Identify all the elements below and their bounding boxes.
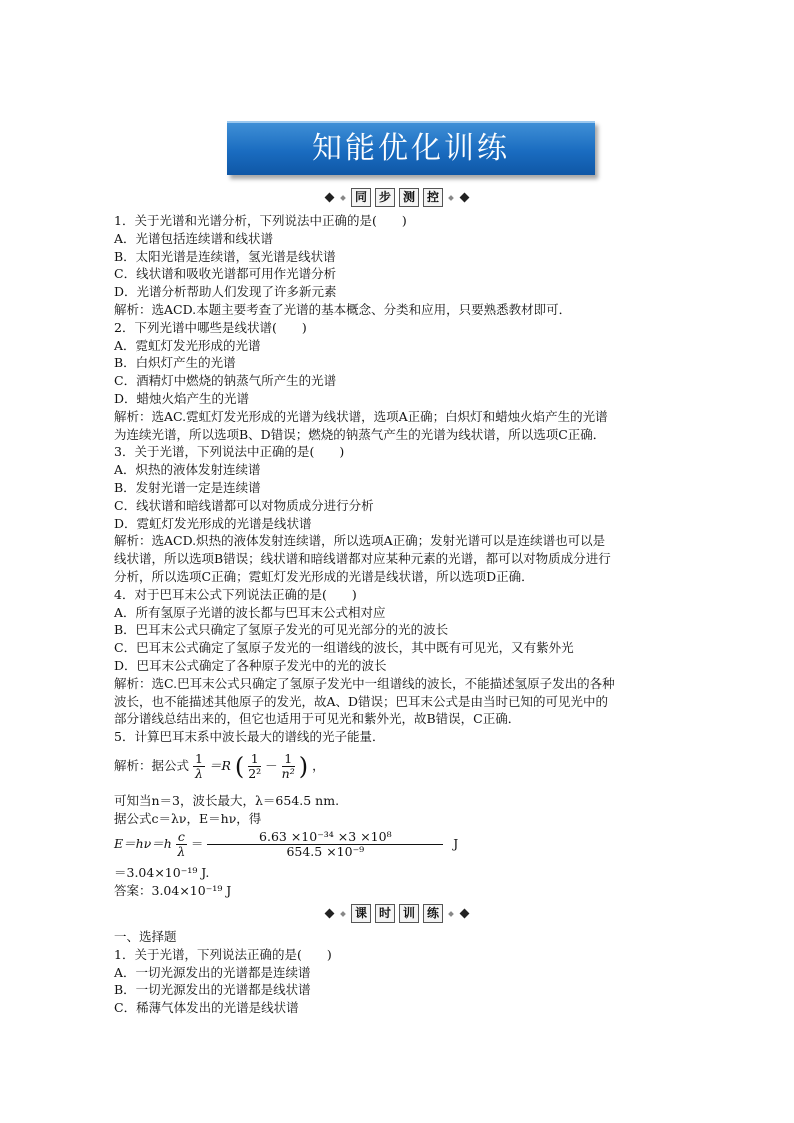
text-line: 4．对于巴耳末公式下列说法正确的是( ) xyxy=(114,586,357,602)
formula-eq: ＝ xyxy=(190,836,204,851)
formula-prefix: 解析：据公式 xyxy=(114,758,190,773)
formula-minus: － xyxy=(265,758,278,773)
text-line: 可知当n＝3，波长最大，λ＝654.5 nm. xyxy=(114,793,340,808)
formula-balmer: 解析：据公式 $\frac{1}{\lambda}$ ＝R ( $\frac{1}{\text{2²}}$ － $\frac{1}{\text{n²}}$ ) ， xyxy=(114,751,325,781)
text-line: 3．关于光谱，下列说法中正确的是( ) xyxy=(114,444,345,460)
question-block-2 xyxy=(114,928,694,1017)
text-line: 为连续光谱，所以选项B、D错误；燃烧的钠蒸气产生的光谱为线状谱，所以选项C正确． xyxy=(114,426,606,442)
question-block-1 xyxy=(114,212,694,746)
section-char: 时 xyxy=(375,904,395,923)
text-line: C．线状谱和吸收光谱都可用作光谱分析 xyxy=(114,266,337,282)
text-line: A．一切光源发出的光谱都是连续谱 xyxy=(114,964,311,980)
text-line: 线状谱，所以选项B错误；线状谱和暗线谱都对应某种元素的光谱，都可以对物质成分进行 xyxy=(114,551,611,567)
section-char: 同 xyxy=(351,188,371,207)
fraction xyxy=(193,752,205,781)
fraction xyxy=(207,830,443,859)
text-line: B．巴耳末公式只确定了氢原子发光的可见光部分的光的波长 xyxy=(114,622,449,638)
section-char: 步 xyxy=(375,188,395,207)
diamond-icon xyxy=(460,193,470,203)
text-line: 解析：选ACD.炽热的液体发射连续谱，所以选项A正确；发射光谱可以是连续谱也可以是 xyxy=(114,533,606,549)
text-line: A．光谱包括连续谱和线状谱 xyxy=(114,230,274,246)
fraction xyxy=(248,752,261,781)
text-line: B．白炽灯产生的光谱 xyxy=(114,355,236,371)
diamond-icon xyxy=(340,911,346,917)
text-line: C．酒精灯中燃烧的钠蒸气所产生的光谱 xyxy=(114,373,337,389)
denominator: 2² xyxy=(248,766,262,781)
text-line: ＝3.04×10⁻¹⁹ J. xyxy=(114,865,210,880)
text-line: C．巴耳末公式确定了氢原子发光的一组谱线的波长，其中既有可见光，又有紫外光 xyxy=(114,640,574,656)
section-char: 控 xyxy=(423,188,443,207)
text-line: 部分谱线总结出来的，但它也适用于可见光和紫外光，故B错误，C正确． xyxy=(114,711,521,727)
denominator: λ xyxy=(195,766,203,781)
text-line: A．所有氢原子光谱的波长都与巴耳末公式相对应 xyxy=(114,604,386,620)
section-char: 练 xyxy=(423,904,443,923)
formula-lhs: E＝hν＝h xyxy=(114,836,172,851)
text-line: D．蜡烛火焰产生的光谱 xyxy=(114,390,250,406)
diamond-icon xyxy=(448,195,454,201)
formula-unit: J xyxy=(453,836,459,851)
derivation-lines xyxy=(114,792,694,828)
text-line: C．线状谱和暗线谱都可以对物质成分进行分析 xyxy=(114,497,374,513)
formula-suffix: ， xyxy=(312,758,325,773)
text-line: D．巴耳末公式确定了各种原子发光中的光的波长 xyxy=(114,657,387,673)
text-line: 据公式c＝λν，E＝hν，得 xyxy=(114,810,262,826)
text-line: D．霓虹灯发光形成的光谱是线状谱 xyxy=(114,515,312,531)
text-line: 1．关于光谱，下列说法正确的是( ) xyxy=(114,946,332,962)
text-line: B．太阳光谱是连续谱，氢光谱是线状谱 xyxy=(114,248,336,264)
section-char: 测 xyxy=(399,188,419,207)
text-line: 波长，也不能描述其他原子的发光，故A、D错误；巴耳末公式是由当时已知的可见光中的 xyxy=(114,693,609,709)
diamond-icon xyxy=(325,909,335,919)
section-char: 训 xyxy=(399,904,419,923)
denominator: 654.5 ×10⁻⁹ xyxy=(286,844,365,859)
text-line: 一、选择题 xyxy=(114,929,177,944)
text-line: 5．计算巴耳末系中波长最大的谱线的光子能量． xyxy=(114,729,385,745)
numerator: 1 xyxy=(248,752,261,767)
diamond-icon xyxy=(340,195,346,201)
formula-eq: ＝R xyxy=(208,758,231,773)
result-lines xyxy=(114,864,694,900)
text-line: B．发射光谱一定是连续谱 xyxy=(114,479,261,495)
denominator: λ xyxy=(177,844,186,859)
text-line: B．一切光源发出的光谱都是线状谱 xyxy=(114,982,311,998)
text-line: A．炽热的液体发射连续谱 xyxy=(114,462,261,478)
numerator: 1 xyxy=(282,752,295,767)
section-header-sync xyxy=(0,188,794,208)
text-line: A．霓虹灯发光形成的光谱 xyxy=(114,337,261,353)
diamond-icon xyxy=(325,193,335,203)
text-line: D．光谱分析帮助人们发现了许多新元素 xyxy=(114,284,337,300)
text-line: 2．下列光谱中哪些是线状谱( ) xyxy=(114,319,307,335)
answer-line: 答案：3.04×10⁻¹⁹ J xyxy=(114,882,232,898)
text-line: 分析，所以选项C正确；霓虹灯发光形成的光谱是线状谱，所以选项D正确． xyxy=(114,568,534,584)
diamond-icon xyxy=(448,911,454,917)
formula-energy xyxy=(114,830,458,859)
numerator: 1 xyxy=(195,751,203,766)
fraction xyxy=(176,830,187,859)
numerator: c xyxy=(177,829,185,844)
title-banner: 知能优化训练 xyxy=(227,121,595,175)
diamond-icon xyxy=(460,909,470,919)
text-line: 解析：选C.巴耳末公式只确定了氢原子发光中一组谱线的波长，不能描述氢原子发出的各种 xyxy=(114,675,615,691)
text-line: 解析：选AC.霓虹灯发光形成的光谱为线状谱，选项A正确；白炽灯和蜡烛火焰产生的光谱 xyxy=(114,408,608,424)
section-header-lesson xyxy=(0,904,794,924)
numerator: 6.63 ×10⁻³⁴ ×3 ×10⁸ xyxy=(207,830,443,845)
text-line: 1．关于光谱和光谱分析，下列说法中正确的是( ) xyxy=(114,213,407,228)
text-line: C．稀薄气体发出的光谱是线状谱 xyxy=(114,1000,299,1016)
section-char: 课 xyxy=(351,904,371,923)
fraction xyxy=(282,752,295,781)
text-line: 解析：选ACD.本题主要考查了光谱的基本概念、分类和应用，只要熟悉教材即可． xyxy=(114,301,572,317)
denominator: n² xyxy=(281,766,295,781)
